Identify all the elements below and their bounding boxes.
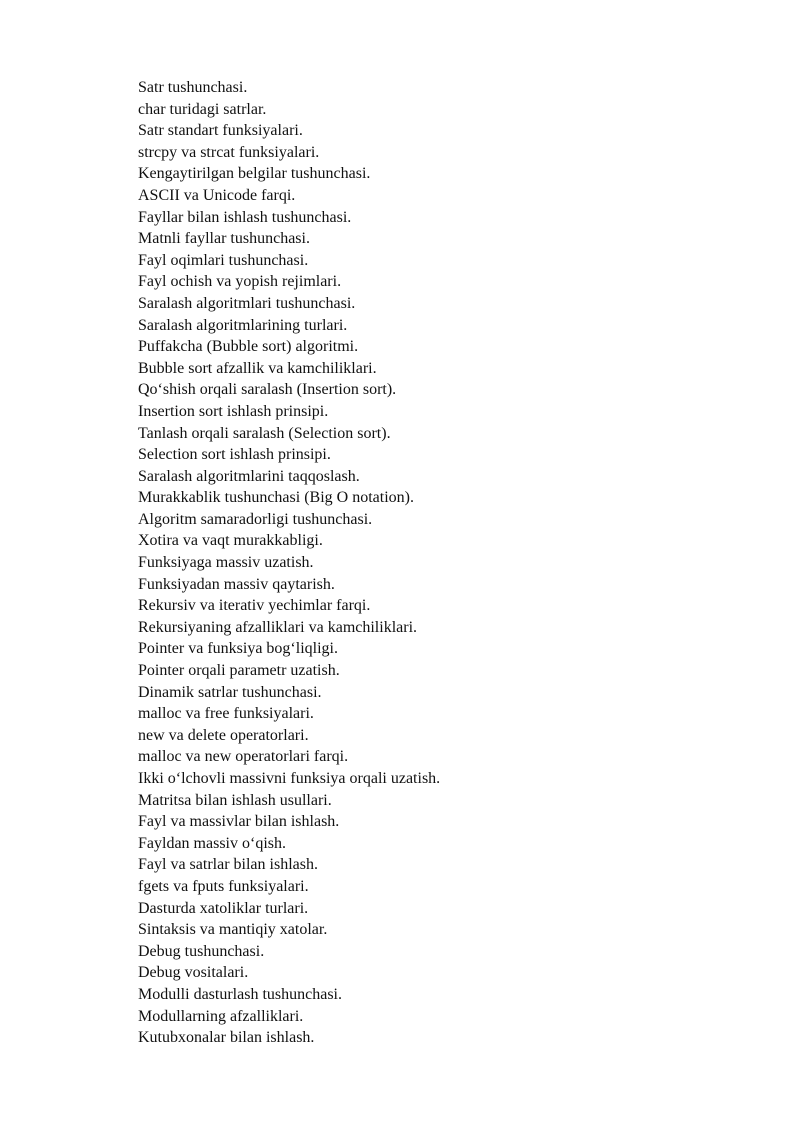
topic-line: malloc va free funksiyalari. (138, 705, 314, 723)
topic-line: Kutubxonalar bilan ishlash. (138, 1029, 315, 1047)
topic-line: Debug vositalari. (138, 964, 249, 982)
topic-line: Algoritm samaradorligi tushunchasi. (138, 510, 373, 528)
topic-line: Debug tushunchasi. (138, 942, 265, 960)
topic-line: Funksiyadan massiv qaytarish. (138, 575, 335, 593)
topic-line: malloc va new operatorlari farqi. (138, 748, 349, 766)
topic-line: Fayl oqimlari tushunchasi. (138, 251, 309, 269)
topic-line: Dinamik satrlar tushunchasi. (138, 683, 322, 701)
topic-line: Tanlash orqali saralash (Selection sort). (138, 424, 391, 442)
topic-line: Xotira va vaqt murakkabligi. (138, 532, 323, 550)
topic-line: Murakkablik tushunchasi (Big O notation). (138, 489, 414, 507)
topic-line: Pointer orqali parametr uzatish. (138, 662, 340, 680)
topic-line: Modulli dasturlash tushunchasi. (138, 985, 342, 1003)
topic-line: Fayl va massivlar bilan ishlash. (138, 813, 340, 831)
topic-line: fgets va fputs funksiyalari. (138, 877, 309, 895)
topic-line: Fayl va satrlar bilan ishlash. (138, 856, 318, 874)
topic-line: Qo‘shish orqali saralash (Insertion sort). (138, 381, 397, 399)
topic-line: Saralash algoritmlarini taqqoslash. (138, 467, 360, 485)
topic-line: Kengaytirilgan belgilar tushunchasi. (138, 165, 371, 183)
topic-line: Fayllar bilan ishlash tushunchasi. (138, 208, 352, 226)
topic-line: Modullarning afzalliklari. (138, 1007, 304, 1025)
topic-line: Satr tushunchasi. (138, 79, 248, 96)
topic-line: Funksiyaga massiv uzatish. (138, 554, 314, 572)
topic-line: Matritsa bilan ishlash usullari. (138, 791, 332, 809)
topic-line: Matnli fayllar tushunchasi. (138, 230, 310, 248)
topic-line: Ikki o‘lchovli massivni funksiya orqali uzatish. (138, 770, 441, 787)
topic-line: Pointer va funksiya bog‘liqligi. (138, 640, 338, 658)
topic-line: new va delete operatorlari. (138, 726, 309, 744)
topic-line: Fayl ochish va yopish rejimlari. (138, 273, 342, 291)
topic-line: Selection sort ishlash prinsipi. (138, 446, 331, 464)
topic-line: Saralash algoritmlari tushunchasi. (138, 294, 356, 312)
topic-line: Sintaksis va mantiqiy xatolar. (138, 921, 328, 939)
topic-line: ASCII va Unicode farqi. (138, 186, 296, 204)
topic-line: Saralash algoritmlarining turlari. (138, 316, 348, 334)
topic-line: Rekursiv va iterativ yechimlar farqi. (138, 597, 371, 615)
topic-line: char turidagi satrlar. (138, 100, 267, 118)
topic-line: strcpy va strcat funksiyalari. (138, 143, 320, 161)
topic-line: Insertion sort ishlash prinsipi. (138, 402, 329, 420)
topic-line: Satr standart funksiyalari. (138, 122, 303, 140)
topic-line: Dasturda xatoliklar turlari. (138, 899, 309, 917)
topic-line: Bubble sort afzallik va kamchiliklari. (138, 359, 377, 377)
topic-line: Puffakcha (Bubble sort) algoritmi. (138, 338, 359, 356)
topic-list (138, 77, 758, 1049)
topic-line: Fayldan massiv o‘qish. (138, 834, 286, 852)
topic-line: Rekursiyaning afzalliklari va kamchiliklari. (138, 618, 418, 636)
